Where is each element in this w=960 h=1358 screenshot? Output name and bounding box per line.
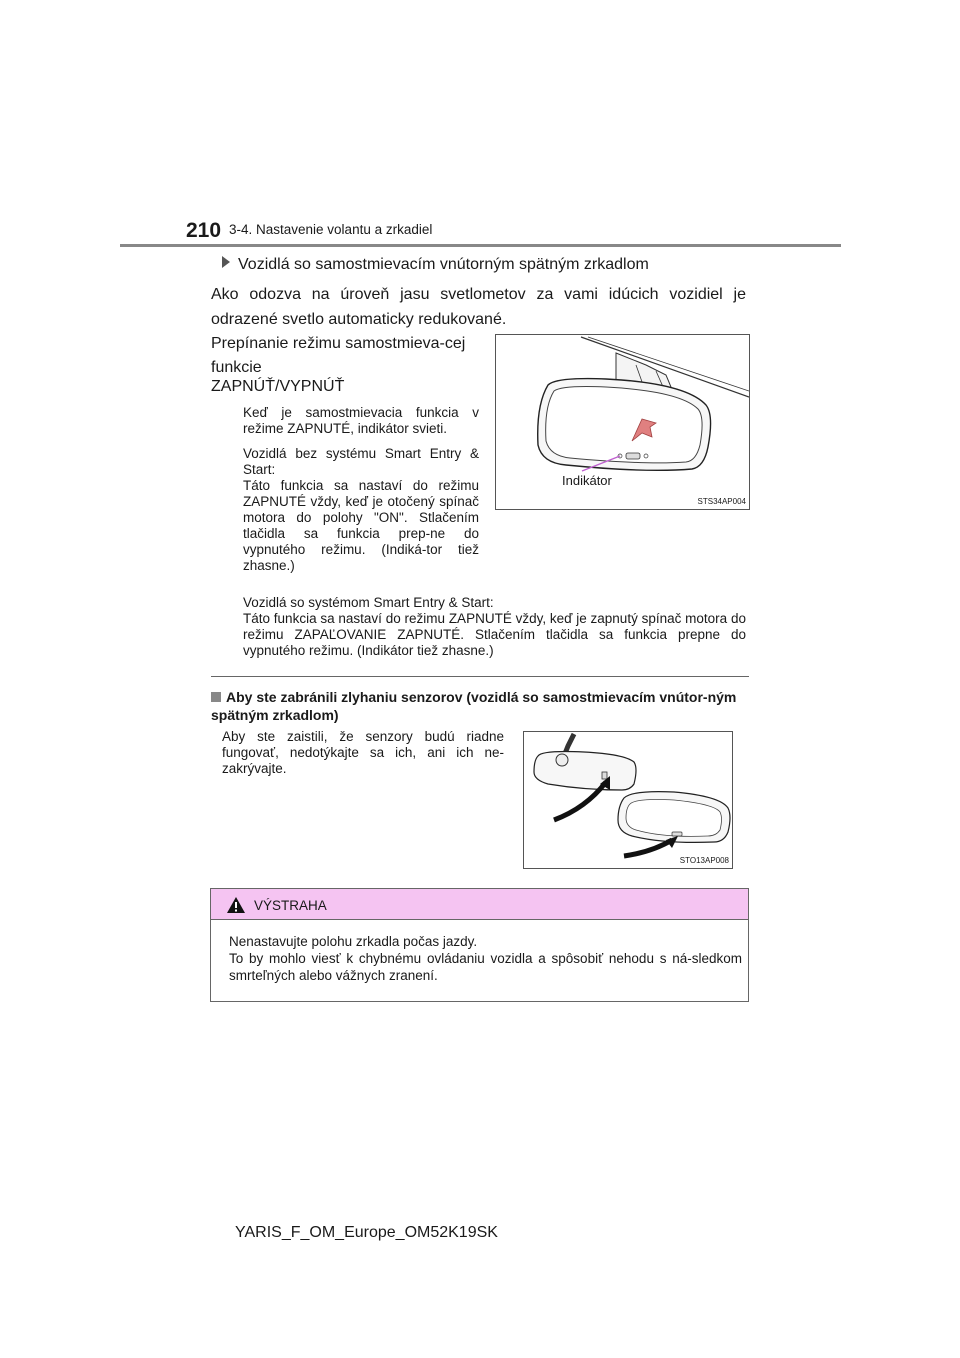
sensor-location-figure (523, 731, 733, 869)
figure-code-1: STS34AP004 (697, 497, 746, 506)
warning-header (211, 889, 748, 920)
note-indicator-on: Keď je samostmievacia funkcia v režime ZAPNUTÉ, indikátor svieti. (243, 405, 479, 436)
mirror-indicator-figure (495, 334, 750, 510)
auto-dimming-heading-text: Vozidlá so samostmievacím vnútorným spätným zrkadlom (238, 256, 649, 273)
sensor-heading (211, 688, 751, 724)
intro-paragraph: Ako odozva na úroveň jasu svetlometov za vami idúcich vozidiel je odrazené svetlo automaticky redukované. (211, 286, 746, 328)
mode-switch-title: Prepínanie režimu samostmieva-cej funkcie (211, 335, 466, 376)
sensor-heading-text: Aby ste zabránili zlyhaniu senzorov (vozidlá so samostmievacím vnútor-ným spätným zrkadlom) (211, 689, 737, 723)
sensor-paragraph: Aby ste zaistili, že senzory budú riadne fungovať, nedotýkajte sa ich, ani ich ne-zakrývajte. (222, 729, 504, 776)
mode-switch-caption: ZAPNÚŤ/VYPNÚŤ (211, 378, 345, 395)
warning-line-1: Nenastavujte polohu zrkadla počas jazdy. (229, 934, 478, 949)
warning-box (210, 888, 749, 1002)
page-number: 210 (186, 219, 222, 242)
footer-doc-id: YARIS_F_OM_Europe_OM52K19SK (235, 1224, 498, 1241)
auto-dimming-heading (222, 256, 649, 274)
note-with-smart-entry (243, 595, 746, 659)
section-title: 3-4. Nastavenie volantu a zrkadiel (229, 222, 433, 237)
square-bullet-icon (211, 692, 221, 702)
note-without-smart-entry (243, 446, 479, 574)
indicator-label: Indikátor (562, 473, 612, 488)
note-without-smart-entry-title: Vozidlá bez systému Smart Entry & Start: (243, 446, 479, 477)
figure-code-2: STO13AP008 (679, 856, 729, 865)
triangle-bullet-icon (222, 256, 230, 268)
warning-triangle-icon (226, 896, 246, 914)
section-rule (211, 676, 749, 677)
warning-line-2: To by mohlo viesť k chybnému ovládaniu vozidla a spôsobiť nehodu s ná-sledkom smrteľných alebo vážnych zranení. (229, 951, 742, 983)
note-with-smart-entry-text: Táto funkcia sa nastaví do režimu ZAPNUTÉ vždy, keď je zapnutý spínač motora do režimu ZAPAĽOVANIE ZAPNUTÉ. Stlačením tlačidla sa funkcia prepne do vypnutého režimu. (Indikátor tiež zhasne.) (243, 611, 746, 658)
mirror-sensors-illustration (524, 732, 732, 868)
note-with-smart-entry-title: Vozidlá so systémom Smart Entry & Start: (243, 595, 494, 610)
note-without-smart-entry-text: Táto funkcia sa nastaví do režimu ZAPNUTÉ vždy, keď je otočený spínač motora do polohy "ON". Stlačením tlačidla sa funkcia prep-ne do vypnutého režimu. (Indiká-tor tiež zhasne.) (243, 478, 479, 573)
warning-body (229, 933, 742, 984)
header-rule (120, 244, 841, 247)
auto-dimming-mirror-illustration (496, 335, 749, 509)
warning-title: VÝSTRAHA (254, 898, 327, 913)
